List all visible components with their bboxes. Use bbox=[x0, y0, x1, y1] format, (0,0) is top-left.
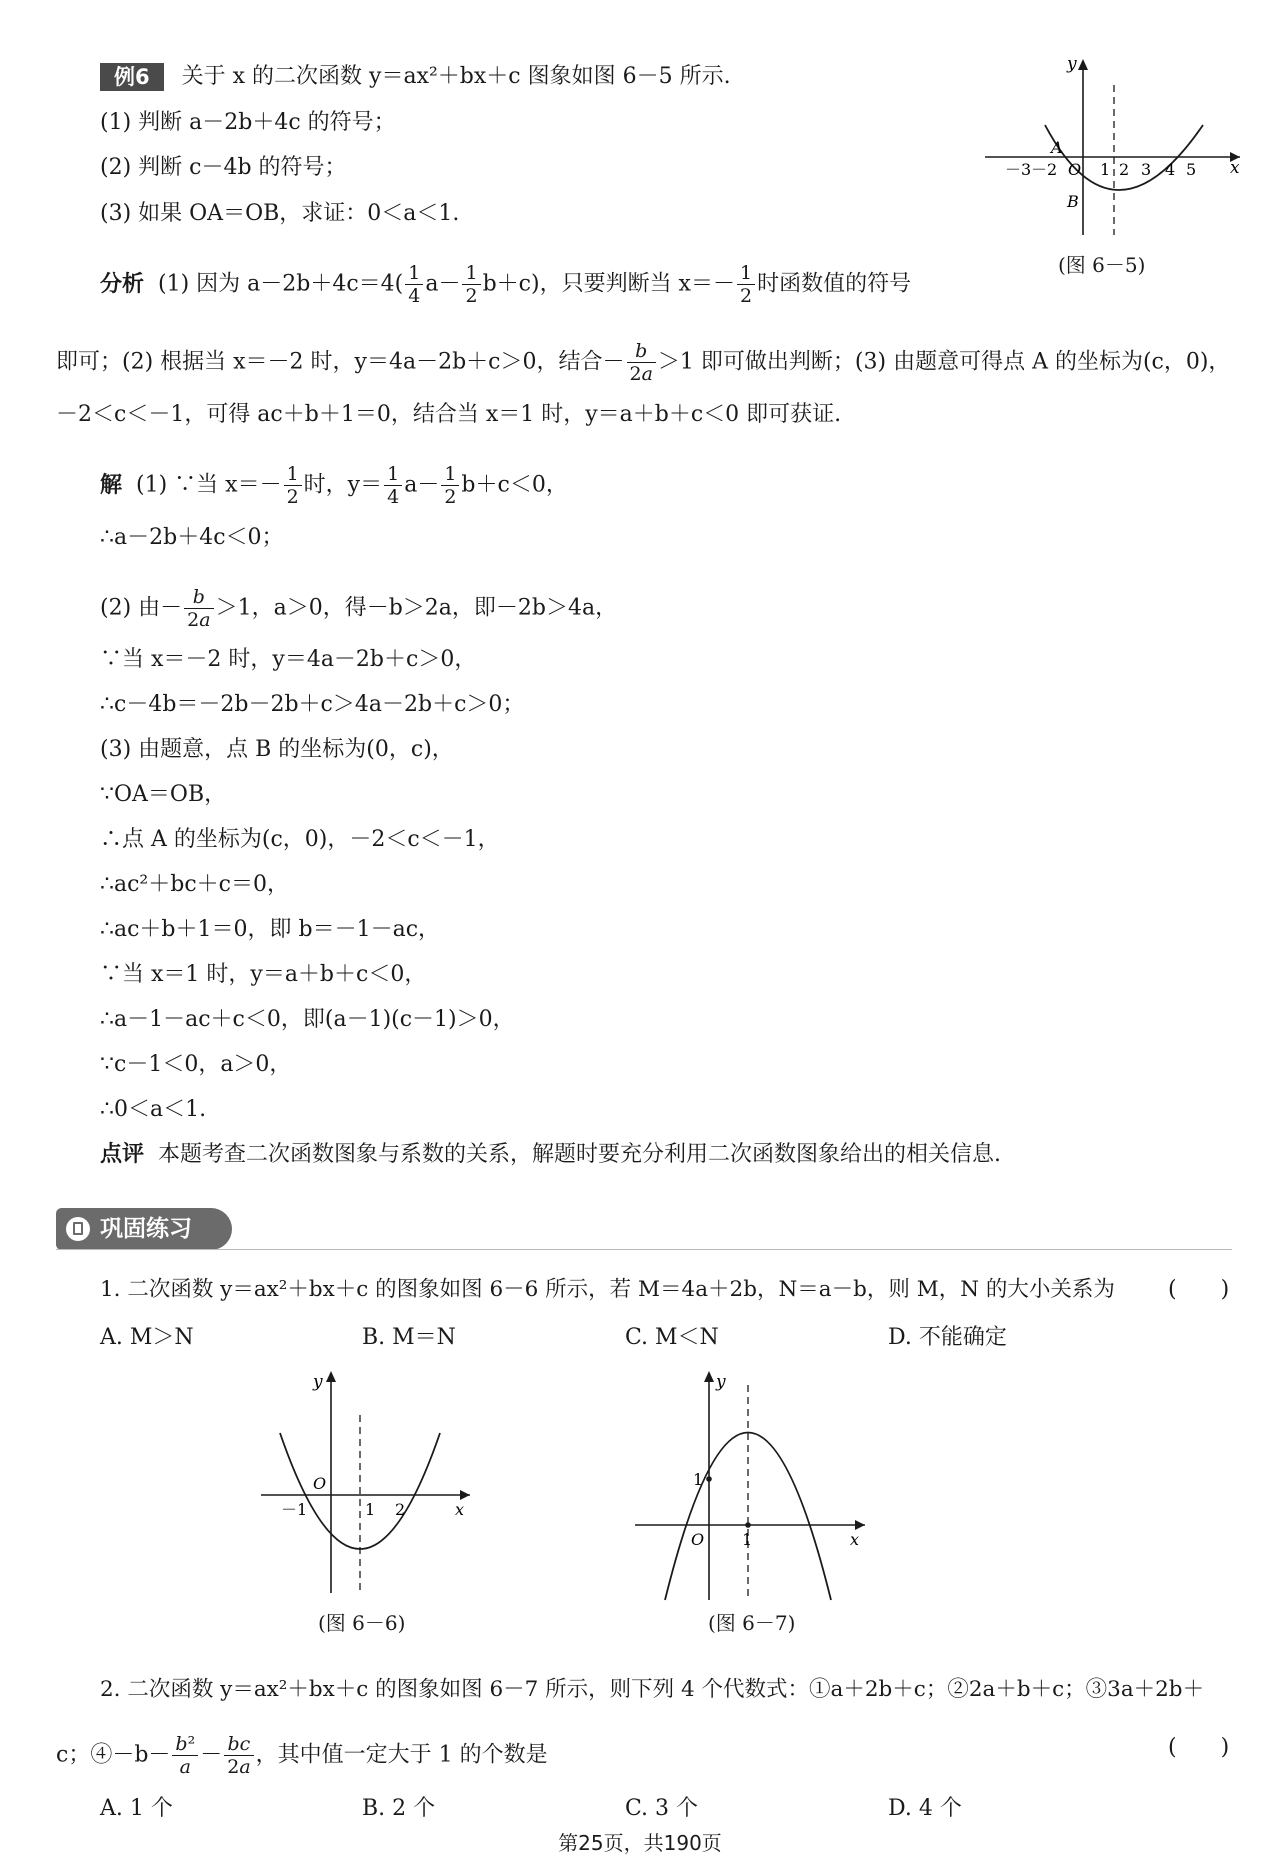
solution-line: ∴c－4b＝－2b－2b＋c＞4a－2b＋c＞0； bbox=[100, 692, 525, 717]
comment-text: 本题考查二次函数图象与系数的关系，解题时要充分利用二次函数图象给出的相关信息. bbox=[158, 1142, 1002, 1167]
q1-option-d: D. 不能确定 bbox=[888, 1325, 1007, 1350]
figure-6-5 bbox=[975, 55, 1245, 245]
origin-label: O bbox=[691, 1530, 705, 1549]
q2-text: ，其中值一定大于 1 的个数是 bbox=[255, 1742, 548, 1768]
q2-text: c；④－b－ bbox=[56, 1742, 171, 1768]
point-x-1 bbox=[745, 1522, 751, 1528]
solution-line-2: ∴a－2b＋4c＜0； bbox=[100, 525, 284, 550]
analysis-text: 即可；(2) 根据当 x＝－2 时，y＝4a－2b＋c＞0，结合－ bbox=[56, 349, 625, 375]
q2-option-a: A. 1 个 bbox=[100, 1796, 173, 1821]
solution-line: ∵当 x＝1 时，y＝a＋b＋c＜0， bbox=[100, 962, 427, 987]
tick-y-1: 1 bbox=[693, 1470, 704, 1489]
q2-option-c: C. 3 个 bbox=[625, 1796, 699, 1821]
tick-5: 5 bbox=[1186, 160, 1197, 179]
origin-label: O bbox=[313, 1474, 327, 1493]
solution-text: a－ bbox=[404, 472, 440, 498]
tick-1: 1 bbox=[365, 1500, 376, 1519]
solution-line: ∴a－1－ac＋c＜0，即(a－1)(c－1)＞0， bbox=[100, 1007, 515, 1032]
analysis-text: (1) 因为 a－2b＋4c＝4( bbox=[158, 271, 404, 297]
q1-option-b: B. M＝N bbox=[362, 1325, 456, 1350]
tick-3: 3 bbox=[1141, 160, 1152, 179]
analysis-text: 时函数值的符号 bbox=[757, 271, 912, 297]
tick--1: －1 bbox=[281, 1500, 308, 1519]
tick-2: 2 bbox=[1119, 160, 1130, 179]
example-part-3: (3) 如果 OA＝OB，求证：0＜a＜1. bbox=[100, 201, 460, 226]
solution-line: ∵OA＝OB， bbox=[100, 782, 227, 807]
q1-stem: 1. 二次函数 y＝ax²＋bx＋c 的图象如图 6－6 所示，若 M＝4a＋2b，N＝a－b，则 M，N 的大小关系为 bbox=[100, 1277, 1115, 1302]
analysis-line-3: －2＜c＜－1，可得 ac＋b＋1＝0，结合当 x＝1 时，y＝a＋b＋c＜0 即可获证. bbox=[56, 402, 842, 427]
y-label: y bbox=[716, 1372, 726, 1392]
tick-1: 1 bbox=[1100, 160, 1111, 179]
figure-6-6-caption: (图 6－6) bbox=[318, 1611, 406, 1635]
example-stem-line bbox=[100, 62, 731, 92]
origin-label: O bbox=[1068, 160, 1082, 179]
x-label: x bbox=[1230, 158, 1240, 178]
y-axis-arrow bbox=[704, 1371, 714, 1382]
example-part-2: (2) 判断 c－4b 的符号； bbox=[100, 155, 347, 180]
example-stem: 关于 x 的二次函数 y＝ax²＋bx＋c 图象如图 6－5 所示. bbox=[181, 64, 731, 89]
solution-line: (3) 由题意，点 B 的坐标为(0，c)， bbox=[100, 737, 454, 762]
solution-line: ∴0＜a＜1. bbox=[100, 1097, 207, 1122]
figure-6-6 bbox=[255, 1365, 475, 1605]
solution-line: ∵c－1＜0，a＞0， bbox=[100, 1052, 292, 1077]
q2-option-d: D. 4 个 bbox=[888, 1796, 962, 1821]
solution-text: b＋c＜0， bbox=[461, 472, 568, 498]
section-divider bbox=[56, 1249, 1232, 1250]
point-y-1 bbox=[706, 1476, 712, 1482]
analysis-line-2: 即可；(2) 根据当 x＝－2 时，y＝4a－2b＋c＞0，结合－ $\frac{b}{2a}$ ＞1 即可做出判断；(3) 由题意可得点 A 的坐标为(c，0)， bbox=[56, 340, 1231, 385]
tick-x-1: 1 bbox=[742, 1530, 753, 1549]
solution-text: ＞1，a＞0，得－b＞2a，即－2b＞4a， bbox=[215, 595, 618, 621]
analysis-text: a－ bbox=[425, 271, 461, 297]
example-tag: 例6 bbox=[100, 63, 164, 91]
x-axis-arrow bbox=[855, 1520, 865, 1530]
figure-6-5-caption: (图 6－5) bbox=[1058, 253, 1146, 277]
q2-line-2: c；④－b－ $\frac{\text{b²}}{a}$ － $\frac{bc}{2a}$ ，其中值一定大于 1 的个数是 bbox=[56, 1733, 548, 1778]
solution-line-3: (2) 由－ $\frac{b}{2a}$ ＞1，a＞0，得－b＞2a，即－2b＞4a， bbox=[100, 586, 618, 631]
y-axis-arrow bbox=[1078, 59, 1088, 70]
solution-line-1: 解 (1) ∵当 x＝－ $\frac{1}{2}$ 时，y＝ $\frac{1}{4}$ a－ $\frac{1}{2}$ b＋c＜0， bbox=[100, 463, 568, 508]
tick--3: －3 bbox=[1005, 160, 1032, 179]
section-header bbox=[56, 1208, 232, 1250]
analysis-text: b＋c)，只要判断当 x＝－ bbox=[482, 271, 735, 297]
solution-line: ∴点 A 的坐标为(c，0)，－2＜c＜－1， bbox=[100, 827, 500, 852]
point-a-label: A bbox=[1051, 138, 1063, 157]
x-label: x bbox=[455, 1500, 465, 1519]
solution-label: 解 bbox=[100, 472, 123, 498]
q2-option-b: B. 2 个 bbox=[362, 1796, 436, 1821]
y-label: y bbox=[1067, 55, 1077, 74]
point-b-label: B bbox=[1067, 192, 1079, 211]
q2-answer-paren: ( ) bbox=[1168, 1735, 1230, 1760]
section-title: 巩固练习 bbox=[100, 1216, 192, 1242]
notebook-icon bbox=[66, 1217, 90, 1241]
q1-option-c: C. M＜N bbox=[625, 1325, 719, 1350]
tick-4: 4 bbox=[1165, 160, 1176, 179]
q2-text: － bbox=[200, 1742, 223, 1768]
solution-text: (2) 由－ bbox=[100, 595, 183, 621]
x-axis-arrow bbox=[460, 1490, 470, 1500]
comment-label: 点评 bbox=[100, 1142, 145, 1167]
analysis-text: ＞1 即可做出判断；(3) 由题意可得点 A 的坐标为(c，0)， bbox=[657, 349, 1231, 375]
x-label: x bbox=[850, 1530, 860, 1549]
q1-answer-paren: ( ) bbox=[1168, 1277, 1230, 1302]
analysis-label: 分析 bbox=[100, 271, 145, 297]
comment-line bbox=[100, 1140, 1001, 1170]
solution-line: ∴ac＋b＋1＝0，即 b＝－1－ac， bbox=[100, 917, 441, 942]
q1-option-a: A. M＞N bbox=[100, 1325, 194, 1350]
example-part-1: (1) 判断 a－2b＋4c 的符号； bbox=[100, 110, 396, 135]
tick--2: －2 bbox=[1031, 160, 1058, 179]
figure-6-7 bbox=[630, 1365, 870, 1605]
solution-text: 时，y＝ bbox=[303, 472, 383, 498]
solution-line: ∴ac²＋bc＋c＝0， bbox=[100, 872, 289, 897]
figure-6-7-caption: (图 6－7) bbox=[708, 1611, 796, 1635]
y-axis-arrow bbox=[326, 1371, 336, 1382]
tick-2: 2 bbox=[395, 1500, 406, 1519]
page-footer: 第25页，共190页 bbox=[558, 1831, 722, 1855]
analysis-line-1: 分析 (1) 因为 a－2b＋4c＝4( $\frac{1}{4}$ a－ $\frac{1}{2}$ b＋c)，只要判断当 x＝－ $\frac{1}{2}$ 时函数值的符号 bbox=[100, 262, 912, 307]
solution-line: ∵当 x＝－2 时，y＝4a－2b＋c＞0， bbox=[100, 647, 477, 672]
solution-text: (1) ∵当 x＝－ bbox=[136, 472, 282, 498]
q2-line-1: 2. 二次函数 y＝ax²＋bx＋c 的图象如图 6－7 所示，则下列 4 个代数式：①a＋2b＋c；②2a＋b＋c；③3a＋2b＋ bbox=[100, 1677, 1205, 1702]
y-label: y bbox=[313, 1372, 323, 1392]
